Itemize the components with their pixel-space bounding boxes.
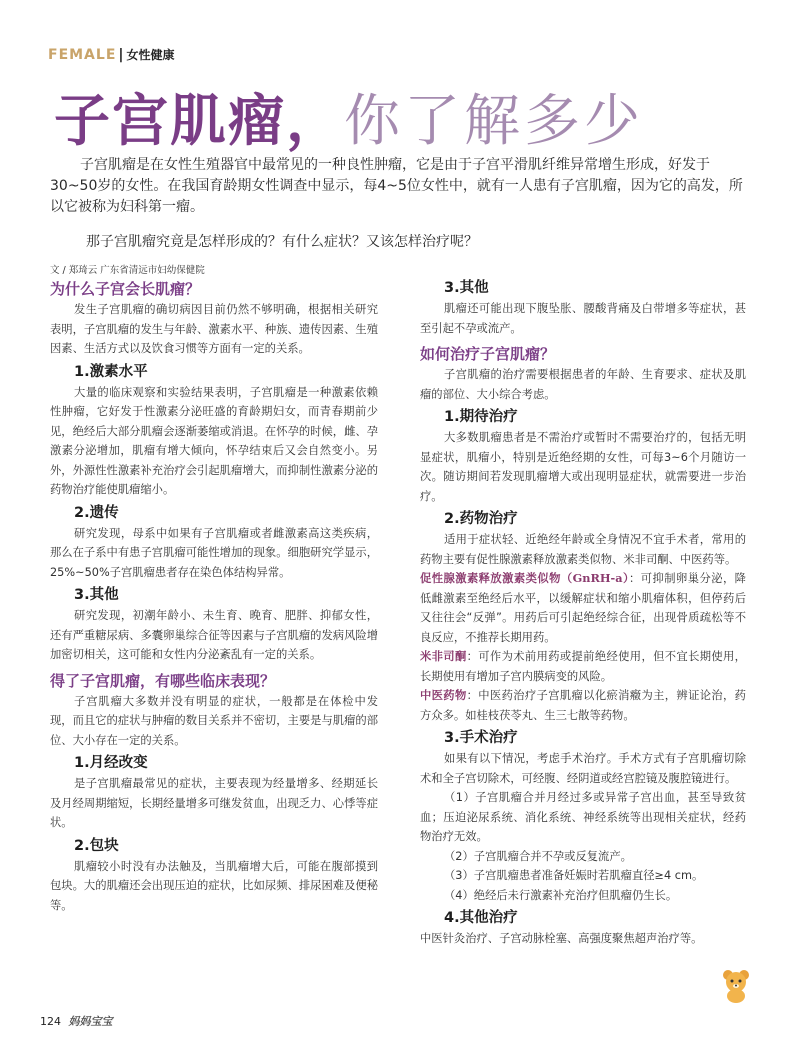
drug-tcm-name: 中医药物 bbox=[420, 688, 467, 702]
surgery-paragraph: 如果有以下情况，考虑手术治疗。手术方式有子宫肌瘤切除术和全子宫切除术，可经腹、经阴道或经宫腔镜及腹腔镜进行。 bbox=[420, 752, 746, 785]
symptoms-paragraph: 子宫肌瘤大多数并没有明显的症状，一般都是在体检中发现，而且它的症状与肿瘤的数目关系并不密切，主要是与肌瘤的部位、大小存在一定的关系。 bbox=[50, 694, 378, 747]
heading-surgery: 3.手术治疗 bbox=[444, 730, 518, 746]
surgery-indication-3: （3）子宫肌瘤患者准备妊娠时若肌瘤直径≥4 cm。 bbox=[444, 869, 704, 882]
hormone-paragraph: 大量的临床观察和实验结果表明，子宫肌瘤是一种激素依赖性肿瘤，它好发于性激素分泌旺盛的育龄期妇女，而青春期前少见，绝经后大部分肌瘤会逐渐萎缩或消退。在怀孕的时候，雌、孕激素分泌增加，肌瘤有增大倾向，怀孕结束后又会自然变小。另外，外源性性激素补充治疗会引起肌瘤增大，而抑制性激素分泌的药物治疗能使肌瘤缩小。 bbox=[50, 385, 378, 496]
header-brand: FEMALE bbox=[48, 47, 117, 63]
heading-other-symptoms: 3.其他 bbox=[444, 280, 489, 296]
section-header bbox=[48, 46, 175, 63]
heading-hormone: 1.激素水平 bbox=[74, 363, 148, 380]
article-title bbox=[54, 90, 644, 154]
surgery-indication-2: （2）子宫肌瘤合并不孕或反复流产。 bbox=[444, 849, 632, 863]
section-title-symptoms: 得了子宫肌瘤，有哪些临床表现？ bbox=[50, 671, 276, 690]
drug-mifepristone-name: 米非司酮 bbox=[420, 649, 467, 663]
other-treatment-paragraph: 中医针灸治疗、子宫动脉栓塞、高强度聚焦超声治疗等。 bbox=[420, 932, 703, 945]
other-causes-paragraph: 研究发现，初潮年龄小、未生育、晚育、肥胖、抑郁女性，还有严重糖尿病、多囊卵巢综合征等因素与子宫肌瘤的发病风险增加密切相关，这可能和女性内分泌紊乱有一定的关系。 bbox=[50, 609, 378, 661]
heading-menstrual: 1.月经改变 bbox=[74, 755, 148, 771]
header-section: 女性健康 bbox=[126, 48, 175, 62]
drug-tcm-paragraph bbox=[420, 686, 746, 725]
magazine-logo: 妈妈宝宝 bbox=[68, 1015, 113, 1028]
drug-gnrh-text: ：可抑制卵巢分泌，降低雌激素至绝经后水平，以缓解症状和缩小肌瘤体积，但停药后又往往会“反弹”。用药后可引起绝经综合征，出现骨质疏松等不良反应，不推荐长期用药。 bbox=[420, 572, 746, 644]
intro-paragraph: 子宫肌瘤是在女性生殖器官中最常见的一种良性肿瘤，它是由于子宫平滑肌纤维异常增生形成，好发于30~50岁的女性。在我国育龄期女性调查中显示，每4~5位女性中，就有一人患有子宫肌瘤，因为它的高发，所以它被称为妇科第一瘤。 bbox=[50, 157, 743, 215]
treatment-paragraph: 子宫肌瘤的治疗需要根据患者的年龄、生育要求、症状及肌瘤的部位、大小综合考虑。 bbox=[420, 368, 746, 401]
left-column bbox=[50, 278, 378, 915]
other-symptoms-paragraph: 肌瘤还可能出现下腹坠胀、腰酸背痛及白带增多等症状，甚至引起不孕或流产。 bbox=[420, 302, 746, 335]
right-column bbox=[420, 278, 746, 949]
drug-gnrh-paragraph bbox=[420, 569, 746, 647]
bear-mascot-icon bbox=[720, 968, 752, 1004]
surgery-indication-4: （4）绝经后未行激素补充治疗但肌瘤仍生长。 bbox=[444, 888, 678, 902]
drug-mifepristone-text: ：可作为术前用药或提前绝经使用，但不宜长期使用，长期使用有增加子宫内膜病变的风险。 bbox=[420, 650, 746, 683]
heading-expectant: 1.期待治疗 bbox=[444, 409, 518, 425]
page-footer bbox=[40, 1013, 113, 1029]
expectant-paragraph: 大多数肌瘤患者是不需治疗或暂时不需要治疗的，包括无明显症状，肌瘤小，特别是近绝经期的女性，可每3~6个月随访一次。随访期间若发现肌瘤增大或出现明显症状，就需要进一步治疗。 bbox=[420, 431, 746, 503]
page-number: 124 bbox=[40, 1015, 61, 1028]
heading-medication: 2.药物治疗 bbox=[444, 511, 518, 527]
surgery-indication-1: （1）子宫肌瘤合并月经过多或异常子宫出血，甚至导致贫血；压迫泌尿系统、消化系统、神经系统等出现相关症状，经药物治疗无效。 bbox=[420, 791, 746, 843]
medication-paragraph: 适用于症状轻、近绝经年龄或全身情况不宜手术者，常用的药物主要有促性腺激素释放激素类似物、米非司酮、中医药等。 bbox=[420, 533, 746, 566]
menstrual-paragraph: 是子宫肌瘤最常见的症状，主要表现为经量增多、经期延长及月经周期缩短，长期经量增多可继发贫血，出现乏力、心悸等症状。 bbox=[50, 777, 378, 829]
section-title-treatment: 如何治疗子宫肌瘤？ bbox=[420, 345, 556, 363]
mass-paragraph: 肌瘤较小时没有办法触及，当肌瘤增大后，可能在腹部摸到包块。大的肌瘤还会出现压迫的症状，比如尿频、排尿困难及便秘等。 bbox=[50, 859, 378, 912]
heading-other-causes: 3.其他 bbox=[74, 587, 119, 603]
drug-gnrh-name: 促性腺激素释放激素类似物（GnRH-a） bbox=[420, 571, 630, 585]
intro-question: 那子宫肌瘤究竟是怎样形成的？有什么症状？又该怎样治疗呢？ bbox=[86, 234, 478, 250]
drug-tcm-text: ：中医药治疗子宫肌瘤以化瘀消癥为主，辨证论治，药方众多。如桂枝茯苓丸、生三七散等药物。 bbox=[420, 689, 746, 722]
heading-genetics: 2.遗传 bbox=[74, 504, 119, 521]
drug-mifepristone-paragraph bbox=[420, 647, 746, 686]
heading-other-treatment: 4.其他治疗 bbox=[444, 910, 518, 926]
header-separator: | bbox=[118, 47, 125, 63]
title-main: 子宫肌瘤， bbox=[54, 89, 344, 154]
heading-mass: 2.包块 bbox=[74, 837, 119, 854]
section-title-causes: 为什么子宫会长肌瘤？ bbox=[50, 280, 201, 298]
causes-paragraph: 发生子宫肌瘤的确切病因目前仍然不够明确，根据相关研究表明，子宫肌瘤的发生与年龄、激素水平、种族、遗传因素、生殖因素、生活方式以及饮食习惯等方面有一定的关系。 bbox=[50, 303, 378, 355]
byline: 文 / 郑琦云 广东省清远市妇幼保健院 bbox=[50, 265, 205, 276]
genetics-paragraph: 研究发现，母系中如果有子宫肌瘤或者雌激素高这类疾病，那么在子系中有患子宫肌瘤可能性增加的现象。细胞研究学显示，25%~50%子宫肌瘤患者存在染色体结构异常。 bbox=[50, 526, 378, 579]
title-rest: 你了解多少 bbox=[344, 89, 644, 154]
